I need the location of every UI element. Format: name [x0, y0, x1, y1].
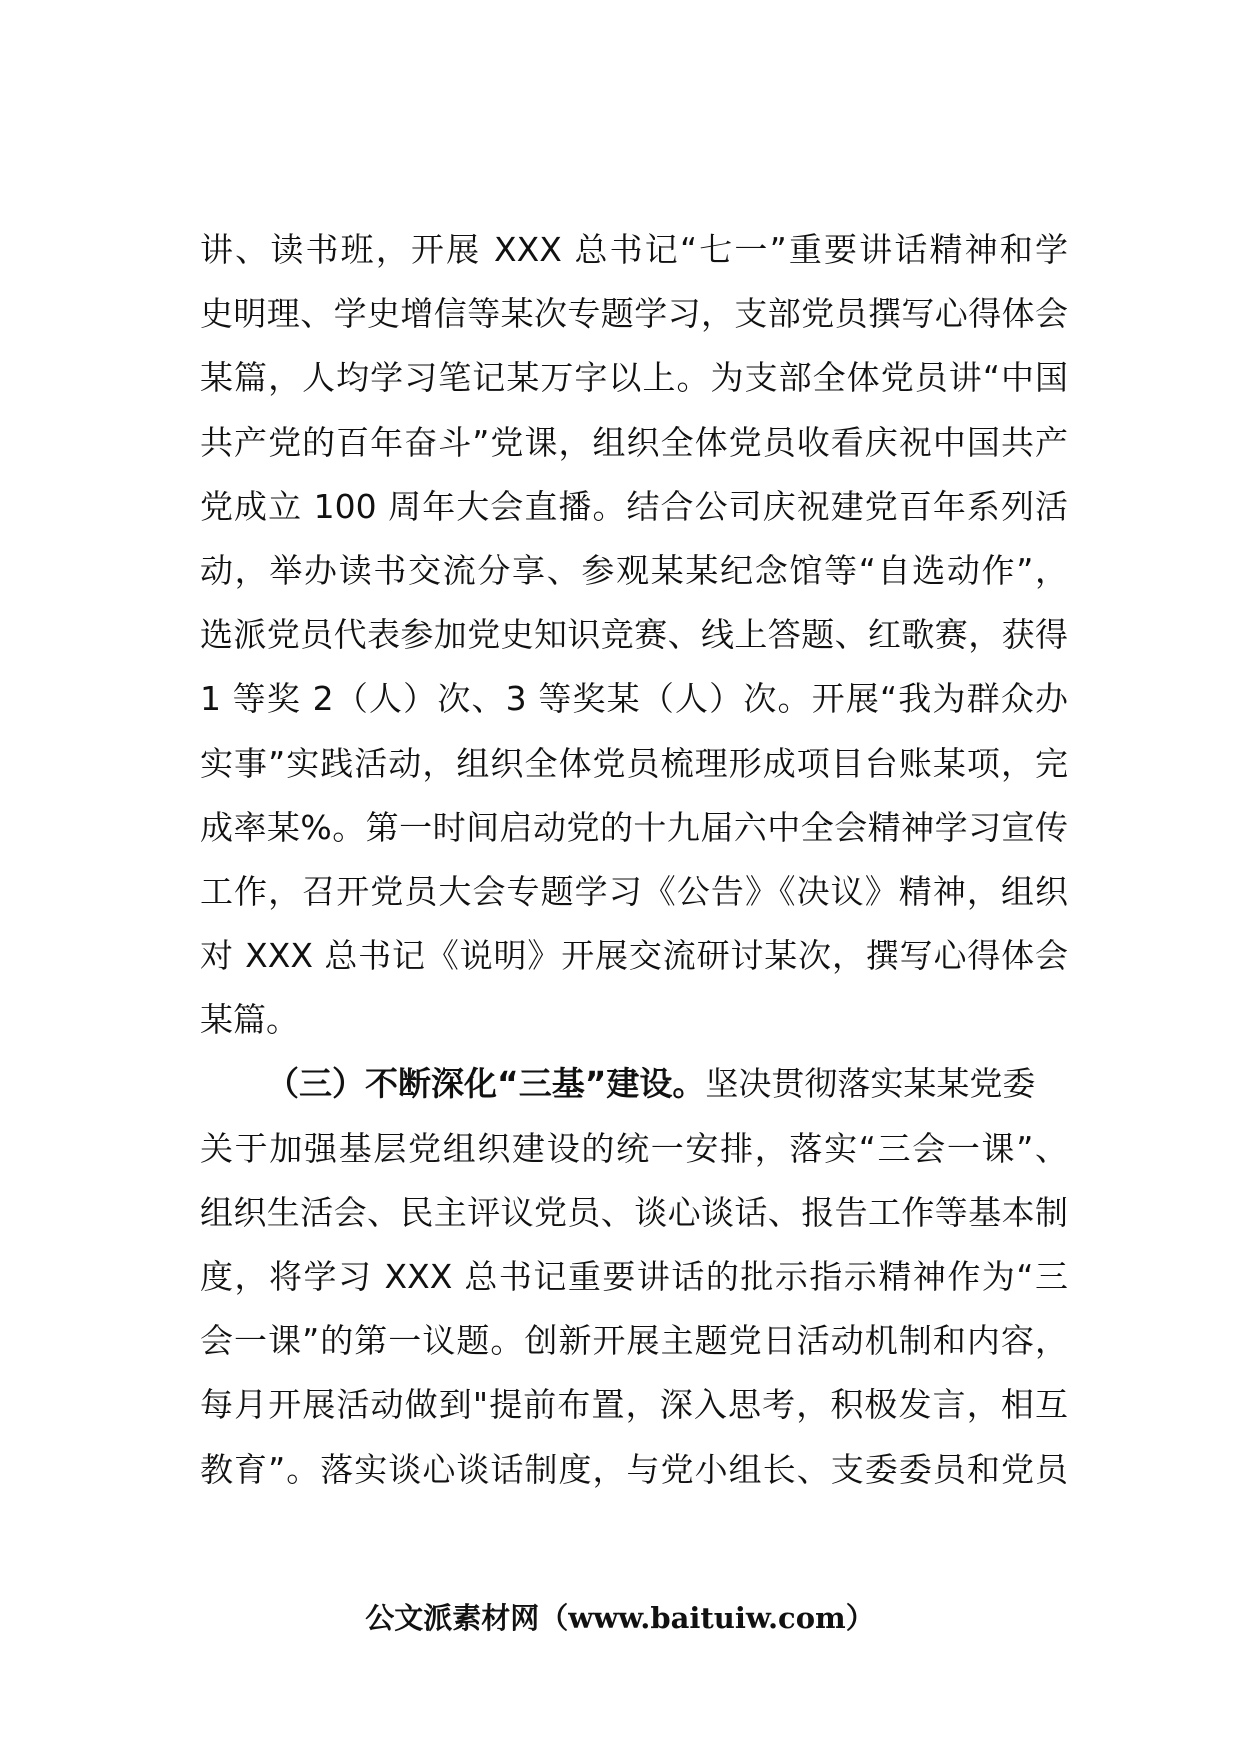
- paragraph-line: 某篇。: [200, 1000, 299, 1040]
- paragraph-line: 教育”。落实谈心谈话制度，与党小组长、支委委员和党员: [200, 1449, 1068, 1489]
- paragraph-line: 讲、读书班，开展 XXX 总书记“七一”重要讲话精神和学: [200, 230, 1068, 269]
- paragraph-line: 选派党员代表参加党史知识竞赛、线上答题、红歌赛，获得: [200, 615, 1068, 655]
- paragraph-line: 某篇，人均学习笔记某万字以上。为支部全体党员讲“中国: [200, 358, 1068, 398]
- paragraph-line: 共产党的百年奋斗”党课，组织全体党员收看庆祝中国共产: [200, 422, 1068, 462]
- paragraph-line: 对 XXX 总书记《说明》开展交流研讨某次，撰写心得体会: [200, 936, 1068, 976]
- paragraph-line: 关于加强基层党组织建设的统一安排，落实“三会一课”、: [200, 1128, 1068, 1168]
- paragraph-line: 成率某%。第一时间启动党的十九届六中全会精神学习宣传: [200, 807, 1068, 847]
- paragraph-line: 党成立 100 周年大会直播。结合公司庆祝建党百年系列活: [200, 486, 1068, 526]
- paragraph-line: 会一课”的第一议题。创新开展主题党日活动机制和内容，: [200, 1321, 1068, 1361]
- section-heading-line: [200, 1052, 1068, 1116]
- paragraph-line: 每月开展活动做到"提前布置，深入思考，积极发言，相互: [200, 1385, 1068, 1425]
- paragraph-line: 动，举办读书交流分享、参观某某纪念馆等“自选动作”，: [200, 550, 1068, 590]
- document-body: [200, 218, 1068, 1502]
- paragraph-line: 实事”实践活动，组织全体党员梳理形成项目台账某项，完: [200, 743, 1068, 783]
- paragraph-line: 度，将学习 XXX 总书记重要讲话的批示指示精神作为“三: [200, 1257, 1068, 1296]
- footer-watermark: 公文派素材网（www.baituiw.com）: [365, 1601, 875, 1635]
- paragraph-line: 组织生活会、民主评议党员、谈心谈话、报告工作等基本制: [200, 1192, 1068, 1232]
- paragraph-line: 1 等奖 2（人）次、3 等奖某（人）次。开展“我为群众办: [200, 679, 1068, 719]
- section-heading: （三）不断深化“三基”建设。: [266, 1064, 706, 1104]
- section-first-text: 坚决贯彻落实某某党委: [705, 1064, 1036, 1104]
- paragraph-line: 工作，召开党员大会专题学习《公告》《决议》精神，组织: [200, 871, 1068, 911]
- paragraph-line: 史明理、学史增信等某次专题学习，支部党员撰写心得体会: [200, 294, 1068, 334]
